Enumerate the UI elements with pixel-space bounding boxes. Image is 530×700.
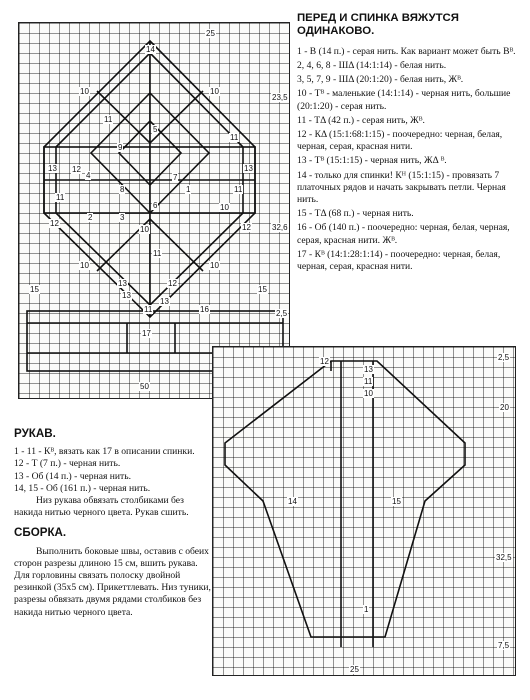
- instruction-1: 1 - В (14 п.) - серая нить. Как вариант может быть Вᴮ.: [297, 45, 516, 57]
- label-11-topright: 11: [230, 133, 239, 142]
- label-15-right: 15: [258, 285, 267, 294]
- label-9: 9: [118, 143, 123, 152]
- sleeve-item-3: 13 - Об (14 п.) - черная нить.: [14, 470, 132, 482]
- label-12-r: 12: [242, 223, 251, 232]
- label-10-lower: 10: [140, 225, 149, 234]
- label-5: 5: [153, 125, 158, 134]
- sleeve-label-1: 1: [364, 605, 369, 614]
- label-10-right: 10: [220, 203, 229, 212]
- instruction-3: 3, 5, 7, 9 - ШΔ (20:1:20) - белая нить, Жᴮ.: [297, 74, 464, 86]
- label-16: 16: [200, 305, 209, 314]
- measure-23-5: 23,5: [272, 93, 288, 102]
- label-11-b: 11: [144, 305, 153, 314]
- assembly-title: СБОРКА.: [14, 526, 67, 540]
- label-13-right: 13: [244, 164, 253, 173]
- instruction-9: 15 - ТΔ (68 п.) - черная нить.: [297, 208, 414, 220]
- sleeve-label-11: 11: [364, 377, 373, 386]
- sleeve-label-14: 14: [288, 497, 297, 506]
- sleeve-label-10: 10: [364, 389, 373, 398]
- sleeve-instructions: [14, 428, 214, 619]
- sleeve-diagram: [212, 346, 516, 676]
- label-10-topright: 10: [210, 87, 219, 96]
- label-11-lower: 11: [153, 249, 162, 258]
- label-13-left: 13: [48, 164, 57, 173]
- sleeve-measure-32-5: 32,5: [496, 553, 512, 562]
- sleeve-item-1: 1 - 11 - Кᴮ, вязать как 17 в описании спинки.: [14, 446, 195, 458]
- instruction-7: 13 - Тᴮ (15:1:15) - черная нить, ЖΔ ᴮ.: [297, 155, 447, 167]
- measure-25: 25: [206, 29, 215, 38]
- sleeve-measure-25: 25: [350, 665, 359, 674]
- front-back-shapes: [19, 23, 291, 400]
- label-8: 8: [120, 185, 125, 194]
- label-7: 7: [173, 173, 178, 182]
- sleeve-measure-7-5: 7,5: [498, 641, 510, 650]
- label-12-b: 12: [50, 219, 59, 228]
- sleeve-item-4: 14, 15 - Об (161 п.) - черная нить.: [14, 482, 151, 494]
- sleeve-label-12: 12: [320, 357, 329, 366]
- label-11-left: 11: [56, 193, 65, 202]
- label-12-left: 12: [72, 165, 81, 174]
- measure-2-5: 2,5: [276, 309, 288, 318]
- assembly-text: Выполнить боковые швы, оставив с обеих сторон разрезы длиною 15 см, вшить рукава. Для горловины связать полоску двойной резинкой (35x5 см). Прикеттлевать. Низ туники, разрезы обвязать двумя рядами столбиков без накида нитью черного цвета.: [14, 545, 211, 618]
- measure-50: 50: [140, 382, 149, 391]
- front-back-title: ПЕРЕД И СПИНКА ВЯЖУТСЯ ОДИНАКОВО.: [297, 12, 459, 38]
- sleeve-measure-20: 20: [500, 403, 509, 412]
- label-15-left: 15: [30, 285, 39, 294]
- label-3: 3: [120, 213, 125, 222]
- sleeve-item-2: 12 - Т (7 п.) - черная нить.: [14, 458, 121, 470]
- label-11-upper: 11: [104, 115, 113, 124]
- front-back-instructions: [297, 12, 525, 275]
- label-13-b1: 13: [122, 291, 131, 300]
- instruction-4: 10 - Тᴮ - маленькие (14:1:14) - черная нить, большие (20:1:20) - серая нить.: [297, 88, 511, 112]
- instruction-5: 11 - ТΔ (42 п.) - серая нить, Жᴮ.: [297, 114, 425, 126]
- label-13-bottom: 13: [118, 279, 127, 288]
- instruction-6: 12 - КΔ (15:1:68:1:15) - поочередно: черная, белая, черная, серая, красная нити.: [297, 129, 503, 153]
- label-14: 14: [146, 45, 155, 54]
- label-11-right: 11: [234, 185, 243, 194]
- sleeve-measure-2-5: 2,5: [498, 353, 510, 362]
- label-13-b2: 13: [160, 297, 169, 306]
- label-17: 17: [142, 329, 151, 338]
- label-10-botleft: 10: [80, 261, 89, 270]
- measure-32-5: 32,6: [272, 223, 288, 232]
- label-10-upper: 10: [80, 87, 89, 96]
- label-10-botright: 10: [210, 261, 219, 270]
- sleeve-title: РУКАВ.: [14, 427, 56, 440]
- label-2: 2: [88, 213, 93, 222]
- label-4: 4: [86, 171, 91, 180]
- front-back-diagram: [18, 22, 290, 399]
- instruction-11: 17 - Кᴮ (14:1:28:1:14) - поочередно: черная, белая, черная, серая, красная нити.: [297, 248, 501, 273]
- sleeve-label-13: 13: [364, 365, 373, 374]
- sleeve-note: Низ рукава обвязать столбиками без накида нитью черного цвета. Рукав сшить.: [14, 495, 189, 519]
- sleeve-label-15: 15: [392, 497, 401, 506]
- instruction-2: 2, 4, 6, 8 - ШΔ (14:1:14) - белая нить.: [297, 60, 447, 72]
- label-1: 1: [186, 185, 191, 194]
- instruction-10: 16 - Об (140 п.) - поочередно: черная, белая, черная, серая, красная нити. Жᴮ.: [297, 222, 510, 246]
- instruction-8: 14 - только для спинки! Кᴴ (15:1:15) - провязать 7 платочных рядов и начать закрывать петли. Черная нить.: [297, 169, 506, 206]
- label-6: 6: [153, 201, 158, 210]
- label-12-bottom: 12: [168, 279, 177, 288]
